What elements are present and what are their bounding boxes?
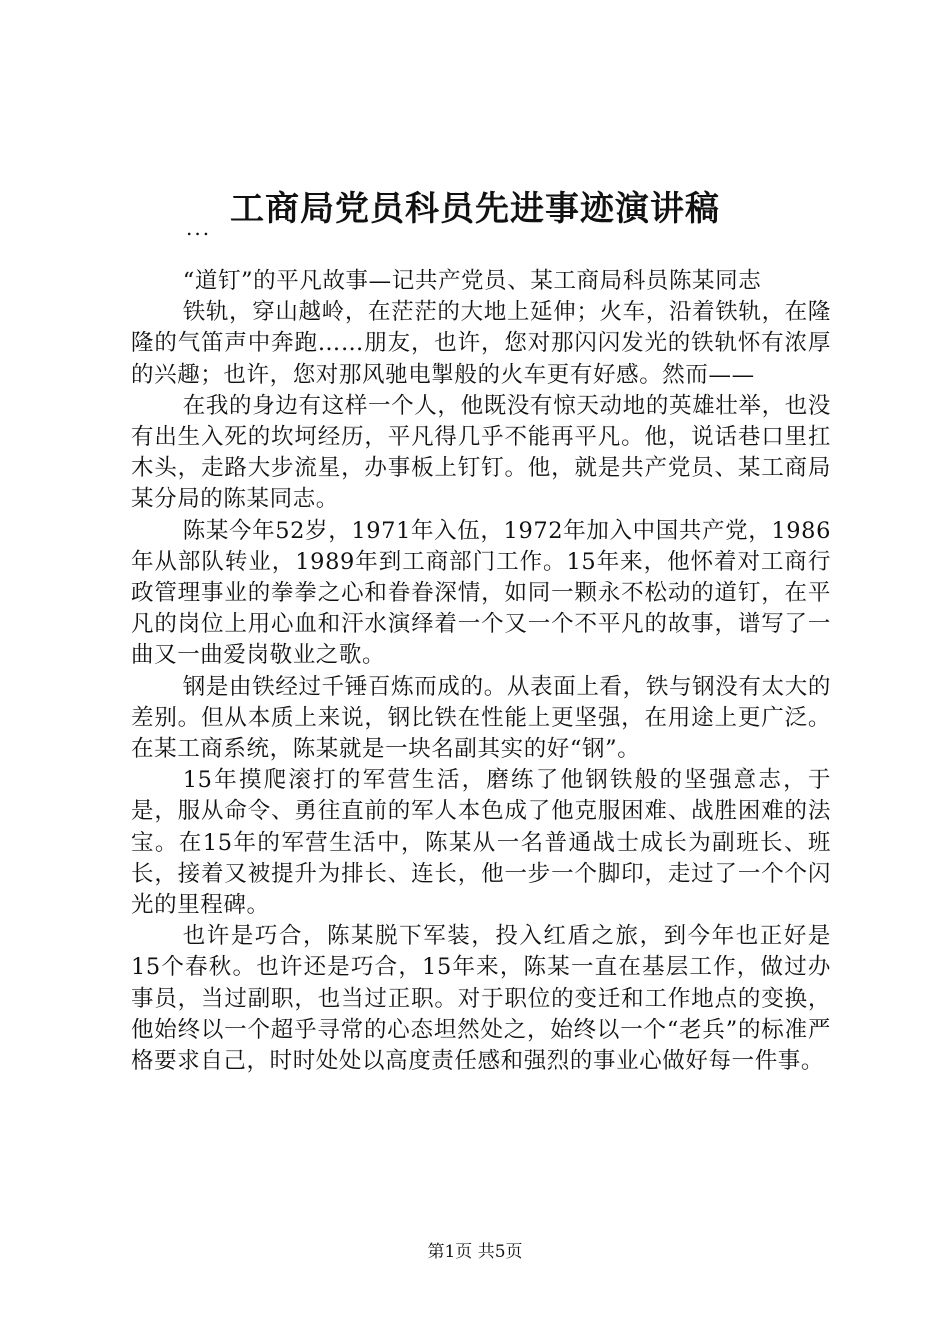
paragraph: 也许是巧合，陈某脱下军装，投入红盾之旅，到今年也正好是15个春秋。也许还是巧合，15年来，陈某一直在基层工作，做过办事员，当过副职，也当过正职。对于职位的变迁和工作地点的变换，他始终以一个超乎寻常的心态坦然处之，始终以一个“老兵”的标准严格要求自己，时时处处以高度责任感和强烈的事业心做好每一件事。 <box>131 923 831 1075</box>
document-body <box>131 266 831 1077</box>
ellipsis-marker: ... <box>186 216 212 240</box>
page-number-footer: 第1页 共5页 <box>427 1242 523 1262</box>
document-title: 工商局党员科员先进事迹演讲稿 <box>230 189 720 229</box>
paragraph-subtitle: “道钉”的平凡故事—记共产党员、某工商局科员陈某同志 <box>182 268 762 294</box>
paragraph: 铁轨，穿山越岭，在茫茫的大地上延伸；火车，沿着铁轨，在隆隆的气笛声中奔跑……朋友，也许，您对那闪闪发光的铁轨怀有浓厚的兴趣；也许，您对那风驰电掣般的火车更有好感。然而—— <box>131 299 831 388</box>
paragraph: 在我的身边有这样一个人，他既没有惊天动地的英雄壮举，也没有出生入死的坎坷经历，平凡得几乎不能再平凡。他，说话巷口里扛木头，走路大步流星，办事板上钉钉。他，就是共产党员、某工商局某分局的陈某同志。 <box>131 392 831 513</box>
paragraph: 陈某今年52岁，1971年入伍，1972年加入中国共产党，1986年从部队转业，1989年到工商部门工作。15年来，他怀着对工商行政管理事业的拳拳之心和眷眷深情，如同一颗永不松动的道钉，在平凡的岗位上用心血和汗水演绎着一个又一个不平凡的故事，谱写了一曲又一曲爱岗敬业之歌。 <box>131 517 831 669</box>
paragraph: 15年摸爬滚打的军营生活，磨练了他钢铁般的坚强意志，于是，服从命令、勇往直前的军人本色成了他克服困难、战胜困难的法宝。在15年的军营生活中，陈某从一名普通战士成长为副班长、班长，接着又被提升为排长、连长，他一步一个脚印，走过了一个个闪光的里程碑。 <box>131 767 831 919</box>
paragraph: 钢是由铁经过千锤百炼而成的。从表面上看，铁与钢没有太大的差别。但从本质上来说，钢比铁在性能上更坚强，在用途上更广泛。在某工商系统，陈某就是一块名副其实的好“钢”。 <box>131 673 831 763</box>
